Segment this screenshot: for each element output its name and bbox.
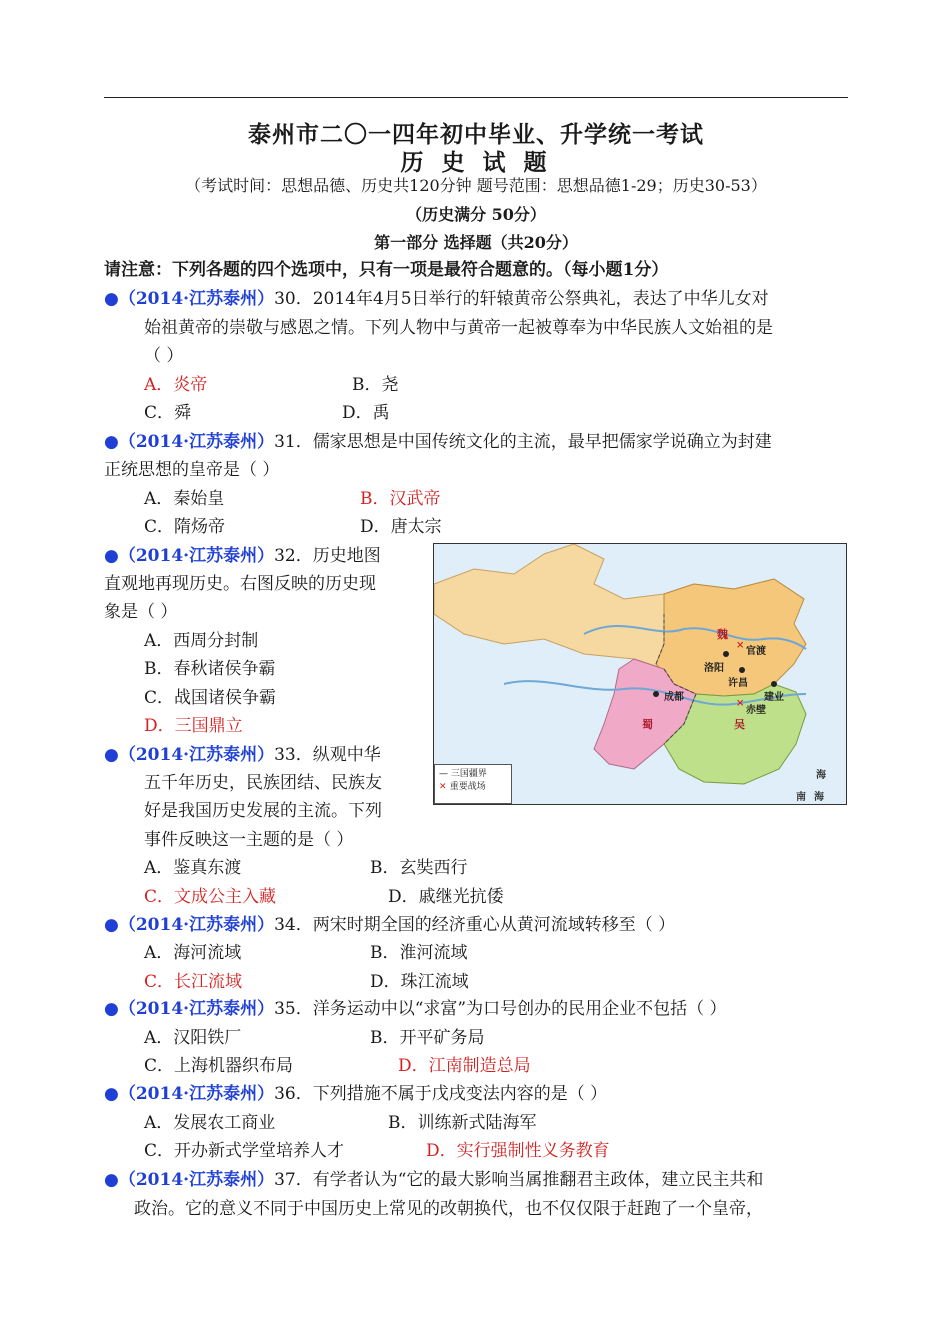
- question-32-header: [104, 546, 381, 566]
- option-b: B．开平矿务局: [370, 1028, 485, 1048]
- option-d: D．珠江流域: [370, 972, 469, 992]
- city-xuchang-marker: [739, 667, 745, 673]
- question-text: 直观地再现历史。右图反映的历史现: [104, 574, 376, 594]
- option-d: D．戚继光抗倭: [388, 887, 504, 907]
- question-33-header: [104, 745, 381, 765]
- question-text: 纵观中华: [312, 745, 381, 765]
- option-a: A．海河流域: [144, 943, 242, 963]
- option-a: A．秦始皇: [144, 489, 225, 509]
- legend-border-label: 三国疆界: [450, 769, 487, 779]
- option-d: D．三国鼎立: [144, 716, 243, 736]
- battle-chibi-marker: ×: [736, 698, 745, 709]
- bullet-icon: ●: [104, 1084, 119, 1104]
- source-tag: （2014·江苏泰州）: [118, 432, 275, 452]
- top-rule: [104, 97, 848, 98]
- city-label-luoyang: 洛阳: [704, 663, 724, 674]
- source-tag: （2014·江苏泰州）: [118, 289, 275, 309]
- question-text: 政治。它的意义不同于中国历史上常见的改朝换代，也不仅仅限于赶跑了一个皇帝，: [134, 1199, 763, 1219]
- answer-blank: （ ）: [144, 346, 184, 366]
- question-number: 35．: [274, 999, 313, 1019]
- option-a: A．汉阳铁厂: [144, 1028, 242, 1048]
- source-tag: （2014·江苏泰州）: [118, 1084, 275, 1104]
- map-legend: [434, 764, 512, 804]
- option-c: C．舜: [144, 403, 192, 423]
- question-text: 正统思想的皇帝是（ ）: [104, 460, 280, 480]
- bullet-icon: ●: [104, 915, 119, 935]
- question-text: 2014年4月5日举行的轩辕黄帝公祭典礼，表达了中华儿女对: [312, 289, 769, 309]
- city-label-jianye: 建业: [764, 692, 784, 703]
- bullet-icon: ●: [104, 745, 119, 765]
- option-b: B．玄奘西行: [370, 858, 468, 878]
- question-number: 36．: [274, 1084, 313, 1104]
- part-heading: 第一部分 选择题（共20分）: [374, 233, 578, 252]
- question-number: 32．: [274, 546, 313, 566]
- question-text: 始祖黄帝的崇敬与感恩之情。下列人物中与黄帝一起被尊奉为中华民族人文始祖的是: [144, 318, 773, 338]
- question-text: 好是我国历史发展的主流。下列: [144, 801, 382, 821]
- option-a: A．发展农工商业: [144, 1113, 276, 1133]
- option-b: B．淮河流域: [370, 943, 468, 963]
- battle-cross-icon: ✕: [439, 782, 450, 792]
- option-a: A．西周分封制: [144, 631, 259, 651]
- question-number: 37．: [274, 1170, 313, 1190]
- question-text: 事件反映这一主题的是（ ）: [144, 830, 354, 850]
- three-kingdoms-map: [433, 543, 847, 805]
- state-label-wu: 吴: [734, 718, 745, 731]
- question-text: 儒家思想是中国传统文化的主流，最早把儒家学说确立为封建: [312, 432, 772, 452]
- source-tag: （2014·江苏泰州）: [118, 745, 275, 765]
- option-c: C．隋炀帝: [144, 517, 226, 537]
- question-text: 有学者认为“它的最大影响当属推翻君主政体，建立民主共和: [312, 1170, 764, 1190]
- bullet-icon: ●: [104, 1170, 119, 1190]
- question-30-header: [104, 289, 769, 309]
- city-label-chibi: 赤壁: [746, 705, 766, 716]
- option-b: B．汉武帝: [360, 489, 441, 509]
- exam-title: 泰州市二〇一四年初中毕业、升学统一考试: [248, 121, 704, 148]
- state-label-shu: 蜀: [642, 718, 653, 731]
- option-d: D．唐太宗: [360, 517, 442, 537]
- exam-info: （考试时间：思想品德、历史共120分钟 题号范围：思想品德1-29；历史30-53）: [185, 176, 767, 195]
- sea-label-3: 海: [814, 792, 824, 803]
- bullet-icon: ●: [104, 432, 119, 452]
- bullet-icon: ●: [104, 999, 119, 1019]
- option-d: D．江南制造总局: [398, 1056, 531, 1076]
- question-36-header: [104, 1084, 607, 1104]
- city-jianye-marker: [771, 681, 777, 687]
- source-tag: （2014·江苏泰州）: [118, 1170, 275, 1190]
- city-chengdu-marker: [653, 691, 659, 697]
- sea-label-2: 南: [796, 792, 806, 803]
- question-text: 下列措施不属于戊戌变法内容的是（ ）: [312, 1084, 608, 1104]
- option-d: D．实行强制性义务教育: [426, 1141, 610, 1161]
- city-label-guandu: 官渡: [746, 646, 766, 657]
- question-35-header: [104, 999, 727, 1019]
- option-c: C．文成公主入藏: [144, 887, 277, 907]
- option-b: B．训练新式陆海军: [388, 1113, 537, 1133]
- subject-title: 历 史 试 题: [400, 149, 552, 176]
- instructions-note: 请注意：下列各题的四个选项中，只有一项是最符合题意的。（每小题1分）: [104, 260, 669, 280]
- exam-page: [104, 0, 848, 1342]
- option-c: C．战国诸侯争霸: [144, 688, 277, 708]
- question-text: 历史地图: [312, 546, 381, 566]
- option-a: A．炎帝: [144, 375, 208, 395]
- question-text: 五千年历史，民族团结、民族友: [144, 773, 382, 793]
- option-b: B．春秋诸侯争霸: [144, 659, 276, 679]
- source-tag: （2014·江苏泰州）: [118, 546, 275, 566]
- option-b: B．尧: [352, 375, 399, 395]
- city-label-chengdu: 成都: [664, 692, 684, 703]
- option-d: D．禹: [342, 403, 390, 423]
- question-number: 31．: [274, 432, 313, 452]
- option-c: C．上海机器织布局: [144, 1056, 294, 1076]
- question-number: 30．: [274, 289, 313, 309]
- bullet-icon: ●: [104, 546, 119, 566]
- battle-guandu-marker: ×: [736, 640, 745, 651]
- city-luoyang-marker: [723, 651, 729, 657]
- city-label-xuchang: 许昌: [728, 678, 748, 689]
- question-37-header: [104, 1170, 763, 1190]
- border-line-icon: —: [439, 769, 451, 779]
- source-tag: （2014·江苏泰州）: [118, 915, 275, 935]
- question-34-header: [104, 915, 675, 935]
- legend-battle-label: 重要战场: [449, 782, 486, 792]
- source-tag: （2014·江苏泰州）: [118, 999, 275, 1019]
- legend-battle-item: [439, 781, 511, 794]
- score-info: （历史满分 50分）: [406, 205, 546, 224]
- sea-label-1: 海: [816, 770, 826, 781]
- legend-border-item: [439, 768, 511, 781]
- option-c: C．开办新式学堂培养人才: [144, 1141, 345, 1161]
- question-text: 洋务运动中以“求富”为口号创办的民用企业不包括（ ）: [312, 999, 727, 1019]
- option-a: A．鉴真东渡: [144, 858, 242, 878]
- question-number: 33．: [274, 745, 313, 765]
- question-text: 象是（ ）: [104, 602, 178, 622]
- state-label-wei: 魏: [717, 628, 728, 641]
- question-number: 34．: [274, 915, 313, 935]
- question-31-header: [104, 432, 772, 452]
- question-text: 两宋时期全国的经济重心从黄河流域转移至（ ）: [312, 915, 676, 935]
- bullet-icon: ●: [104, 289, 119, 309]
- option-c: C．长江流域: [144, 972, 243, 992]
